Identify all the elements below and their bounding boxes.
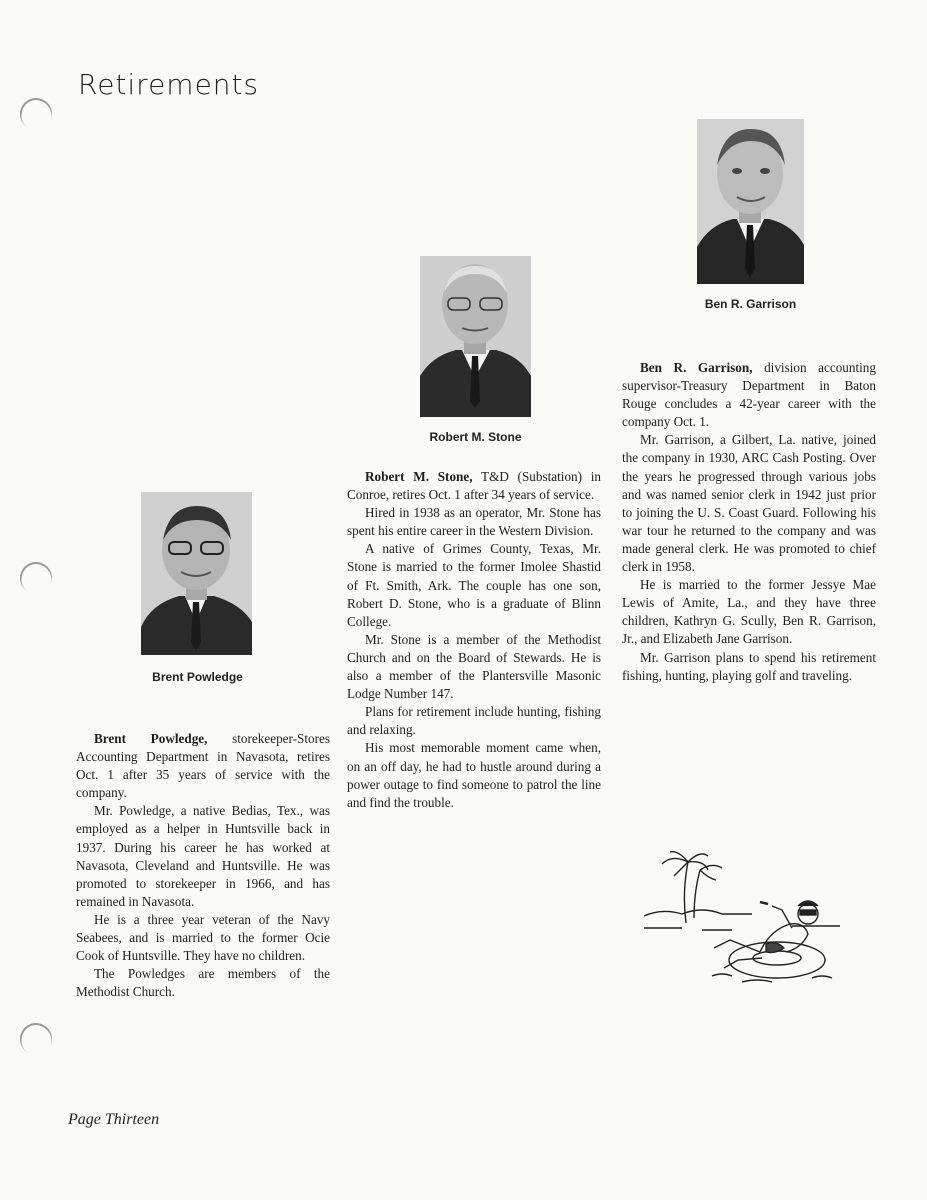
garrison-article: [622, 359, 876, 685]
powledge-paragraph-2: Mr. Powledge, a native Bedias, Tex., was employed as a helper in Huntsville back in 1937. During his career he has worked at Navasota, Cleveland and Huntsville. He was promoted to storekeeper in 1966, and has remained in Navasota.: [76, 803, 330, 909]
binder-hole-bottom: [14, 1017, 58, 1061]
garrison-caption: Ben R. Garrison: [704, 297, 797, 311]
retiree-relaxing-cartoon: [642, 848, 842, 993]
powledge-paragraph-1: Brent Powledge, storekeeper-Stores Accounting Department in Navasota, retires Oct. 1 after 35 years of service with the company.: [76, 731, 331, 801]
stone-paragraph-5: Plans for retirement include hunting, fishing and relaxing.: [347, 704, 601, 738]
stone-paragraph-3: A native of Grimes County, Texas, Mr. Stone is married to the former Imolee Shastid of Ft. Smith, Ark. The couple has one son, Robert D. Stone, who is a graduate of Blinn College.: [347, 541, 601, 629]
stone-name: Robert M. Stone,: [365, 469, 473, 484]
powledge-name: Brent Powledge,: [94, 731, 208, 746]
garrison-portrait: [697, 119, 804, 284]
binder-hole-middle: [14, 556, 58, 600]
garrison-paragraph-4: Mr. Garrison plans to spend his retirement fishing, hunting, playing golf and traveling.: [622, 649, 876, 683]
binder-hole-top: [14, 92, 58, 136]
garrison-paragraph-1: Ben R. Garrison, division accounting supervisor-Treasury Department in Baton Rouge concludes a 42-year career with the company Oct. 1.: [622, 360, 876, 430]
garrison-name: Ben R. Garrison,: [640, 360, 753, 375]
stone-paragraph-6: His most memorable moment came when, on an off day, he had to hustle around during a power outage to find someone to patrol the line and find the trouble.: [347, 740, 601, 810]
powledge-paragraph-3: He is a three year veteran of the Navy Seabees, and is married to the former Ocie Cook of Huntsville. They have no children.: [76, 911, 330, 964]
page-title: Retirements: [78, 68, 260, 101]
garrison-paragraph-3: He is married to the former Jessye Mae Lewis of Amite, La., and they have three children, Kathryn G. Scully, Ben R. Garrison, Jr., and Elizabeth Jane Garrison.: [622, 577, 876, 647]
powledge-article: [76, 730, 330, 1001]
stone-paragraph-2: Hired in 1938 as an operator, Mr. Stone has spent his entire career in the Western Division.: [347, 505, 601, 539]
garrison-paragraph-2: Mr. Garrison, a Gilbert, La. native, joined the company in 1930, ARC Cash Posting. Over the years he progressed through various jobs and was named senior clerk in 1942 just prior to joining the U. S. Coast Guard. Following his war tour he returned to the company and was made general clerk. He was promoted to chief clerk in 1958.: [622, 432, 876, 575]
powledge-paragraph-4: The Powledges are members of the Methodist Church.: [76, 966, 330, 1000]
stone-caption: Robert M. Stone: [429, 430, 522, 444]
page-number: Page Thirteen: [68, 1111, 160, 1128]
stone-paragraph-1: Robert M. Stone, T&D (Substation) in Conroe, retires Oct. 1 after 34 years of service.: [347, 469, 601, 503]
powledge-portrait: [141, 492, 252, 655]
stone-article: [347, 468, 601, 812]
stone-portrait: [420, 256, 531, 417]
stone-paragraph-4: Mr. Stone is a member of the Methodist Church and on the Board of Stewards. He is also a member of the Plantersville Masonic Lodge Number 147.: [347, 631, 601, 702]
powledge-caption: Brent Powledge: [152, 670, 243, 684]
